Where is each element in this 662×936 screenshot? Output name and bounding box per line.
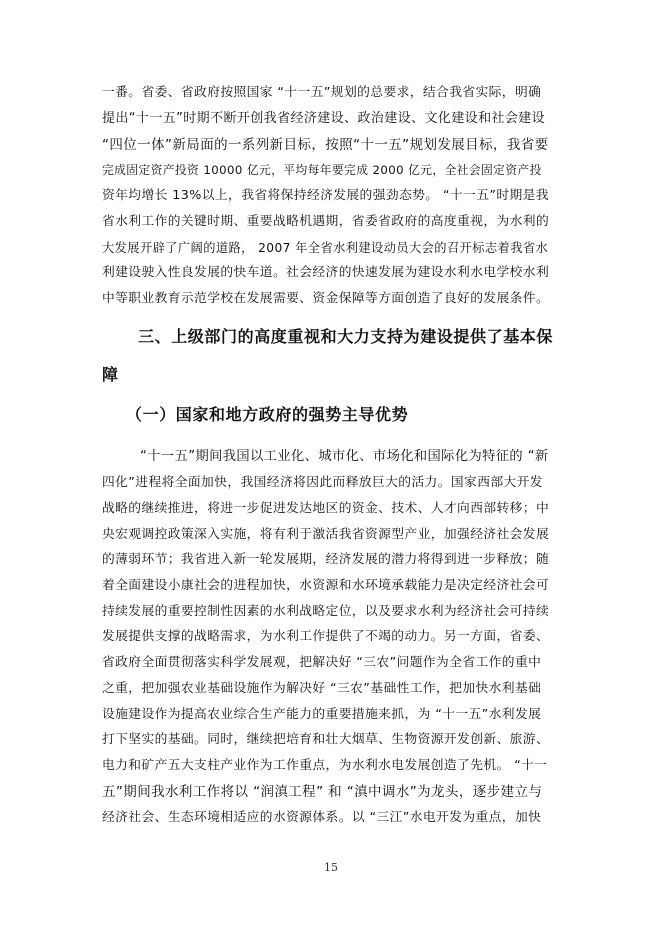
text-line: 设施建设作为提高农业综合生产能力的重要措施来抓，为 “十一五”水利发展 <box>102 707 542 722</box>
text-line: 着全面建设小康社会的进程加快，水资源和水环境承载能力是决定经济社会可 <box>102 578 550 593</box>
section-heading-line-2: 障 <box>102 365 119 384</box>
text-line: 持续发展的重要控制性因素的水利战略定位，以及要求水利为经济社会可持续 <box>102 604 550 619</box>
text-line: 省水利工作的关键时期、重要战略机遇期，省委省政府的高度重视，为水利的 <box>102 214 550 229</box>
text-line: 提出“十一五”时期不断开创我省经济建设、政治建设、文化建设和社会建设 <box>102 111 546 126</box>
text-line: 打下坚实的基础。同时，继续把培育和壮大烟草、生物资源开发创新、旅游、 <box>102 732 550 747</box>
page-number: 15 <box>324 861 338 874</box>
text-line: 央宏观调控政策深入实施，将有利于激活我省资源型产业，加强经济社会发展 <box>102 527 550 542</box>
text-line: “十一五”期间我国以工业化、城市化、市场化和国际化为特征的 “新 <box>140 449 549 464</box>
subsection-heading: （一）国家和地方政府的强势主导优势 <box>126 405 409 424</box>
text-line: “四位一体”新局面的一系列新目标，按照“十一五”规划发展目标，我省要 <box>102 137 549 153</box>
text-line: 电力和矿产五大支柱产业作为工作重点，为水利水电发展创造了先机。 “十一 <box>102 758 548 773</box>
text-line: 一番。省委、省政府按照国家 “十一五”规划的总要求，结合我省实际，明确 <box>102 85 542 100</box>
section-heading-line-1: 三、上级部门的高度重视和大力支持为建设提供了基本保 <box>138 327 554 346</box>
text-line: 利建设驶入性良发展的快车道。社会经济的快速发展为建设水利水电学校水利 <box>102 265 550 280</box>
text-line: 发展提供支撑的战略需求，为水利工作提供了不竭的动力。另一方面，省委、 <box>102 629 550 644</box>
text-line: 经济社会、生态环境相适应的水资源体系。以 “三江”水电开发为重点，加快 <box>102 810 542 825</box>
text-line: 四化”进程将全面加快，我国经济将因此而释放巨大的活力。国家西部大开发 <box>102 475 543 490</box>
text-line: 完成固定资产投资 10000 亿元，平均每年要完成 2000 亿元，全社会固定资产投 <box>102 163 542 177</box>
text-line: 战略的继续推进，将进一步促进发达地区的资金、技术、人才向西部转移；中 <box>102 501 550 516</box>
text-line: 资年均增长 13%以上，我省将保持经济发展的强劲态势。 “十一五”时期是我 <box>102 188 549 203</box>
text-line: 五”期间我水利工作将以 “润滇工程” 和 “滇中调水”为龙头，逐步建立与 <box>102 784 543 800</box>
text-line: 之重，把加强农业基础设施作为解决好 “三农”基础性工作，把加快水利基础 <box>102 681 542 696</box>
text-line: 的薄弱环节；我省进入新一轮发展期，经济发展的潜力将得到进一步释放；随 <box>102 552 550 567</box>
text-line: 大发展开辟了广阔的道路， 2007 年全省水利建设动员大会的召开标志着我省水 <box>102 241 549 255</box>
text-line: 省政府全面贯彻落实科学发展观，把解决好 “三农”问题作为全省工作的重中 <box>102 655 542 670</box>
text-line: 中等职业教育示范学校在发展需要、资金保障等方面创造了良好的发展条件。 <box>102 291 550 306</box>
